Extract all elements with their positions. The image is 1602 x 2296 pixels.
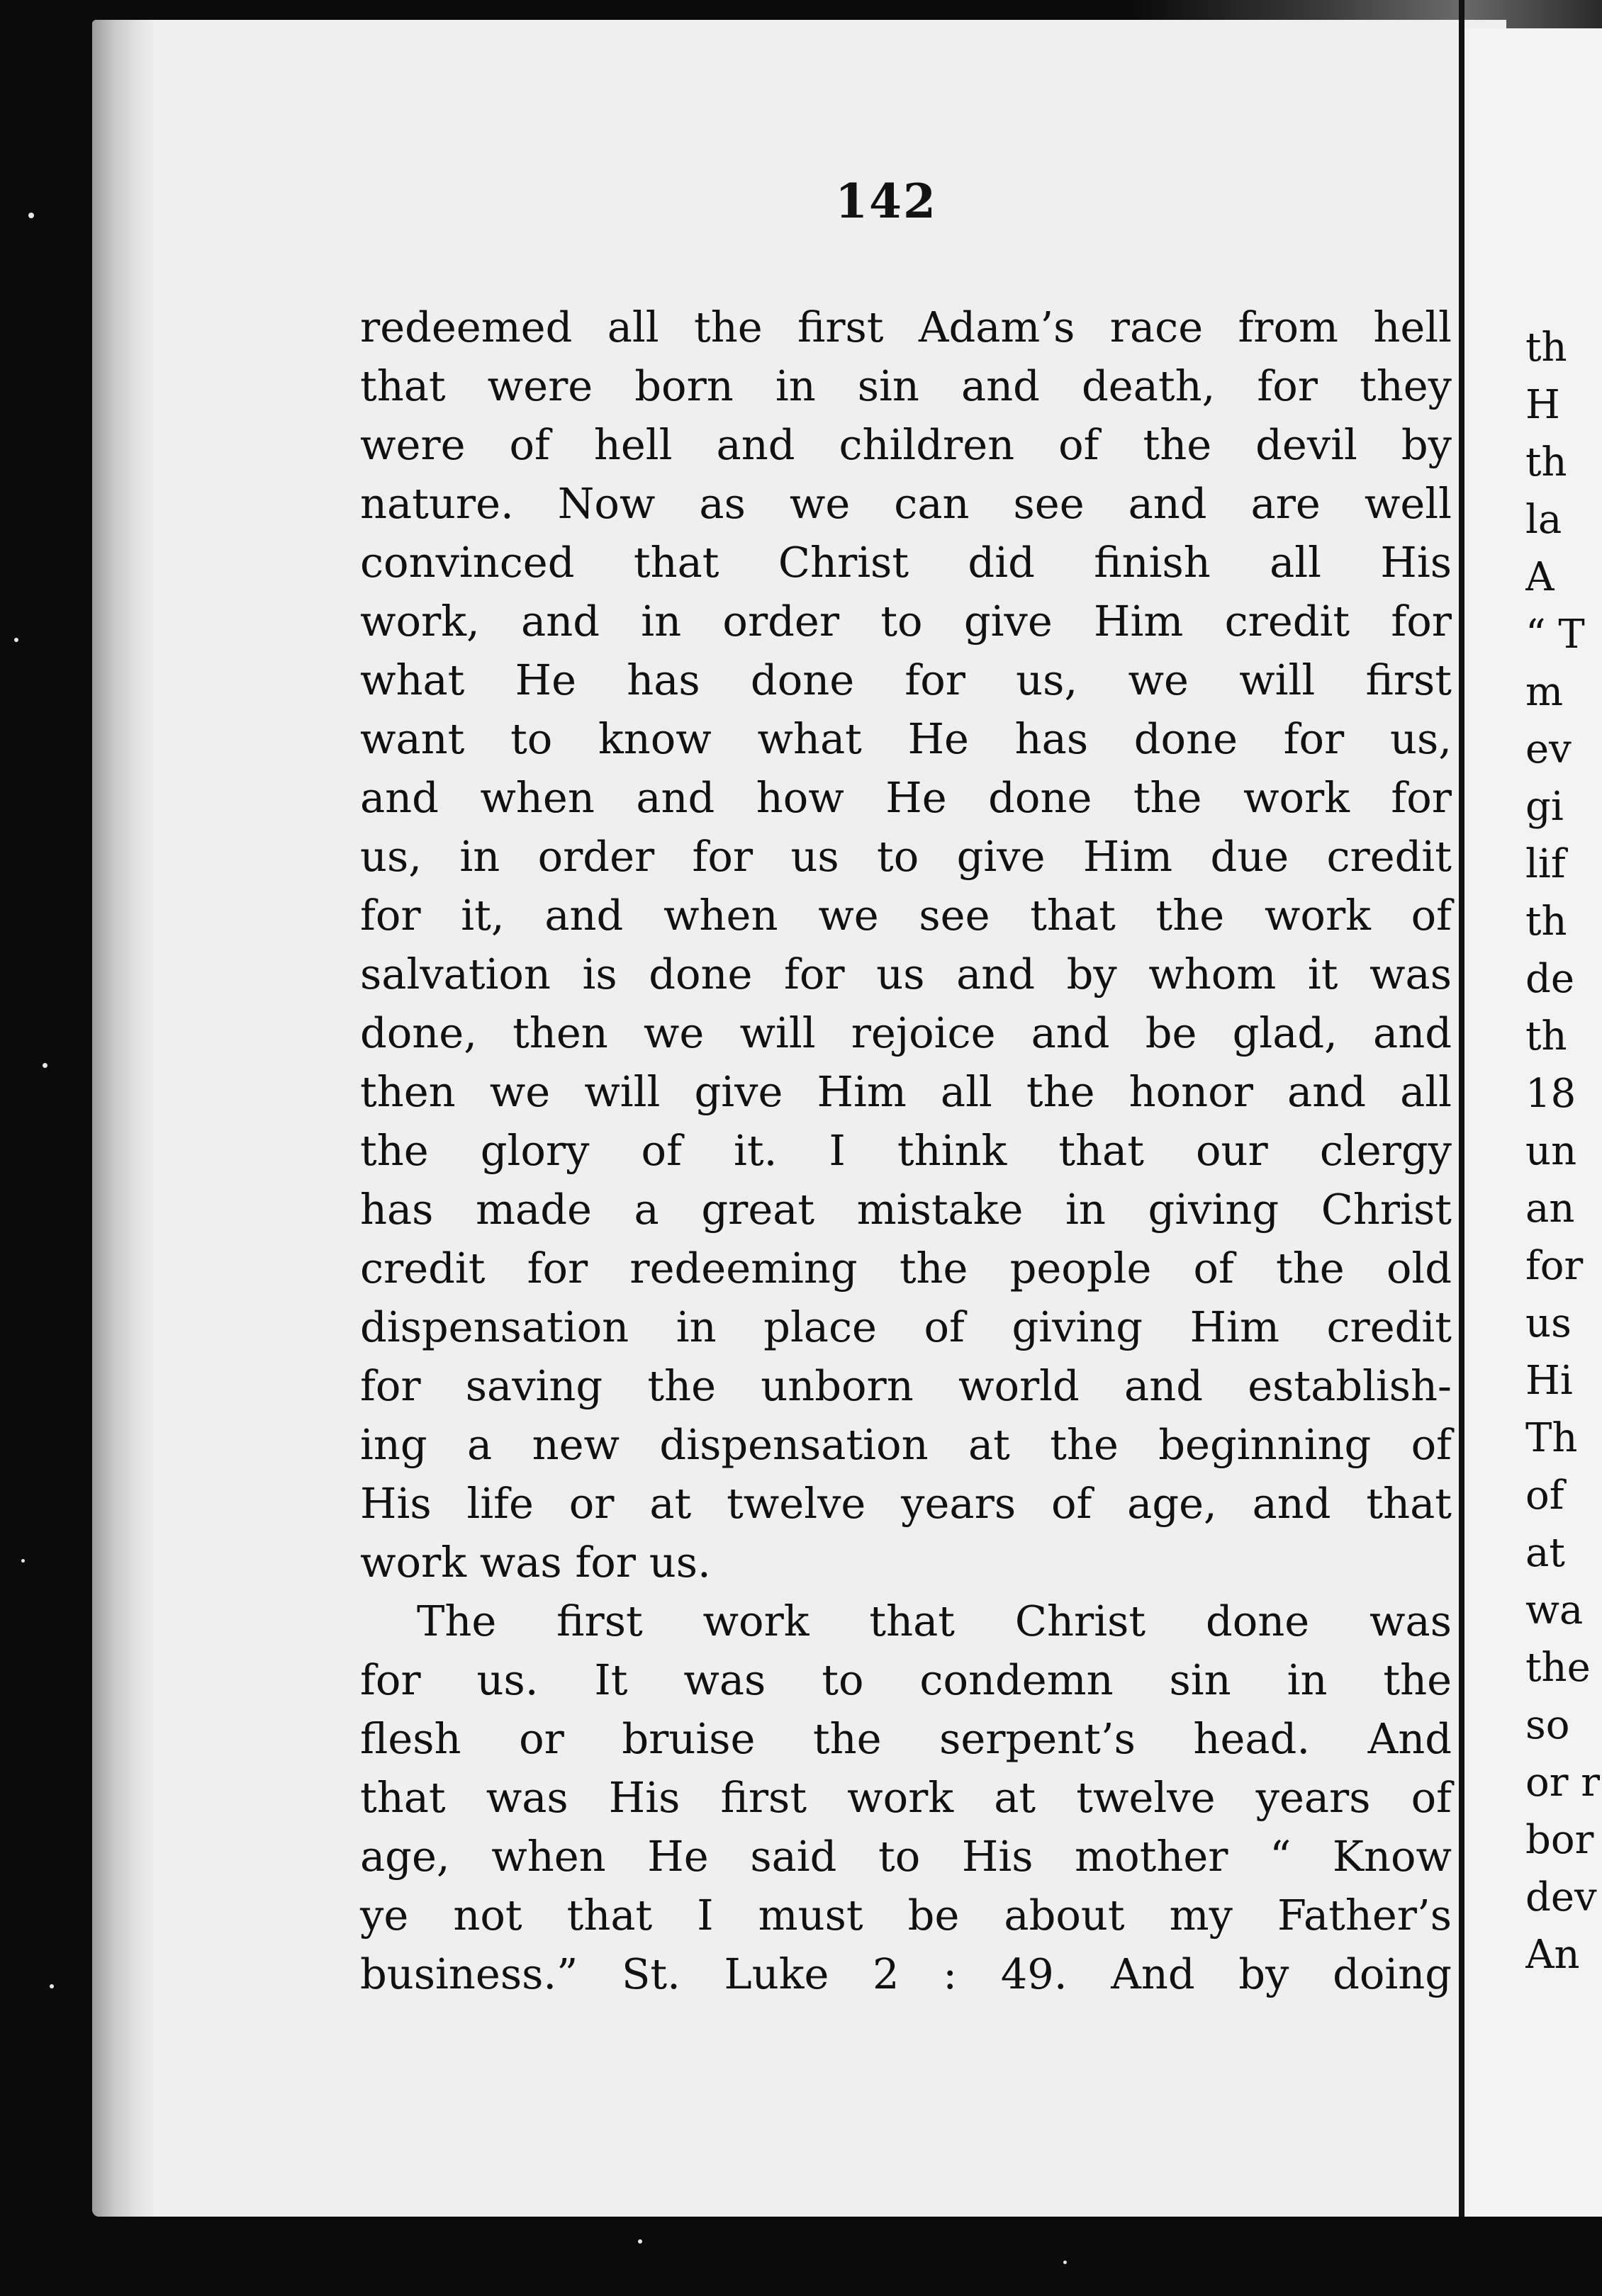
text-line: us, in order for us to give Him due credit [360, 832, 1452, 881]
facing-fragment: so [1525, 1702, 1570, 1748]
book-gutter [1459, 0, 1464, 2296]
facing-fragment: de [1525, 956, 1574, 1002]
facing-fragment: an [1525, 1186, 1575, 1232]
text-line: redeemed all the first Adam’s race from hell [360, 303, 1452, 351]
facing-fragment: A [1525, 554, 1555, 600]
page-edge-shading [92, 20, 156, 2217]
dust-speck [43, 1063, 47, 1068]
facing-fragment: dev [1525, 1874, 1597, 1920]
facing-fragment: at [1525, 1530, 1565, 1576]
facing-page-text [1525, 319, 1602, 1983]
scan-border-bottom [99, 2217, 1602, 2296]
facing-fragment: la [1525, 497, 1562, 543]
text-line: flesh or bruise the serpent’s head. And [360, 1714, 1452, 1763]
facing-fragment: An [1525, 1932, 1580, 1978]
text-line: work, and in order to give Him credit for [360, 597, 1452, 646]
facing-fragment: un [1525, 1128, 1577, 1174]
facing-fragment: th [1525, 899, 1567, 945]
text-line: what He has done for us, we will first [360, 655, 1452, 704]
dust-speck [28, 213, 34, 218]
text-line: ing a new dispensation at the beginning of [360, 1420, 1452, 1469]
dust-speck [50, 1984, 54, 1988]
facing-fragment: “ T [1525, 612, 1585, 658]
dust-speck [21, 1559, 25, 1563]
text-line: then we will give Him all the honor and all [360, 1067, 1452, 1116]
facing-fragment: th [1525, 325, 1567, 371]
text-line: done, then we will rejoice and be glad, and [360, 1008, 1452, 1057]
text-line: for it, and when we see that the work of [360, 891, 1452, 940]
text-line: and when and how He done the work for [360, 773, 1452, 822]
text-line: that was His first work at twelve years of [360, 1773, 1452, 1822]
page-body-text [360, 298, 1452, 2003]
text-line: that were born in sin and death, for they [360, 361, 1452, 410]
text-line: the glory of it. I think that our clergy [360, 1126, 1452, 1175]
text-line: salvation is done for us and by whom it was [360, 950, 1452, 998]
facing-fragment: 18 [1525, 1071, 1576, 1117]
text-line: were of hell and children of the devil by [360, 420, 1452, 469]
text-line: convinced that Christ did finish all His [360, 538, 1452, 587]
facing-fragment: th [1525, 1013, 1567, 1059]
text-line: for saving the unborn world and establish- [360, 1361, 1452, 1410]
dust-speck [14, 638, 18, 642]
text-line: nature. Now as we can see and are well [360, 479, 1452, 528]
facing-fragment: th [1525, 439, 1567, 485]
facing-fragment: for [1525, 1243, 1584, 1289]
facing-fragment: Hi [1525, 1358, 1573, 1404]
text-line: work was for us. [360, 1538, 711, 1587]
paragraph-first-line: The first work that Christ done was [417, 1597, 1452, 1645]
text-line: His life or at twelve years of age, and that [360, 1479, 1452, 1528]
text-line: credit for redeeming the people of the old [360, 1244, 1452, 1293]
facing-fragment: gi [1525, 784, 1564, 830]
facing-fragment: ev [1525, 726, 1572, 772]
facing-fragment: wa [1525, 1587, 1584, 1633]
facing-fragment: bor [1525, 1817, 1594, 1863]
facing-fragment: us [1525, 1300, 1572, 1346]
facing-fragment: lif [1525, 841, 1566, 887]
dust-speck [1063, 2261, 1067, 2264]
dust-speck [638, 2239, 642, 2244]
facing-fragment: or r [1525, 1760, 1601, 1806]
facing-fragment: Th [1525, 1415, 1578, 1461]
text-line: age, when He said to His mother “ Know [360, 1832, 1452, 1881]
facing-fragment: of [1525, 1473, 1564, 1519]
text-line: has made a great mistake in giving Christ [360, 1185, 1452, 1234]
facing-fragment: the [1525, 1645, 1591, 1691]
text-line: ye not that I must be about my Father’s [360, 1891, 1452, 1940]
facing-fragment: H [1525, 382, 1560, 428]
text-line: want to know what He has done for us, [360, 714, 1452, 763]
facing-fragment: m [1525, 669, 1564, 715]
text-line: dispensation in place of giving Him credit [360, 1302, 1452, 1351]
text-line: for us. It was to condemn sin in the [360, 1655, 1452, 1704]
text-line: business.” St. Luke 2 : 49. And by doing [360, 1949, 1452, 1998]
page-number: 142 [835, 174, 937, 229]
